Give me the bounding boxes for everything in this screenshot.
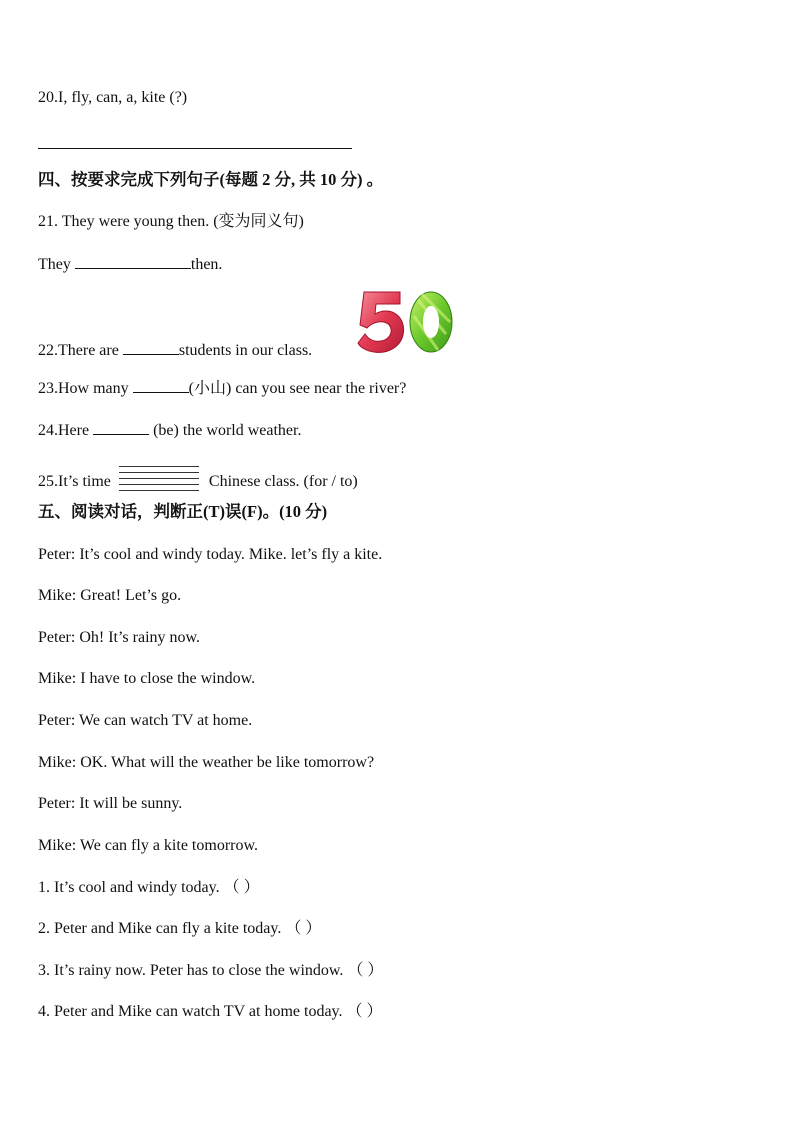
- answer-paren[interactable]: （ ）: [223, 879, 260, 896]
- digit-0: [410, 292, 452, 352]
- question-22: [38, 340, 312, 361]
- judgement-text: 1. It’s cool and windy today.: [38, 879, 220, 896]
- dialogue-line: Peter: It’s cool and windy today. Mike. let’s fly a kite.: [38, 546, 383, 563]
- section-4-header: 四、按要求完成下列句子(每题 2 分, 共 10 分) 。: [38, 170, 384, 189]
- q23-hint: (小山): [188, 380, 232, 397]
- judgement-item: [38, 961, 383, 981]
- judgement-text: 2. Peter and Mike can fly a kite today.: [38, 920, 282, 937]
- section-5-header: 五、阅读对话，判断正(T)误(F)。(10 分): [38, 502, 328, 521]
- answer-paren[interactable]: （ ）: [346, 1003, 383, 1020]
- q25-end: Chinese class. (for / to): [208, 473, 358, 490]
- dialogue-line: Mike: OK. What will the weather be like tomorrow?: [38, 754, 375, 771]
- question-21-answer: [38, 254, 222, 275]
- q25-start: 25.It’s time: [38, 473, 111, 490]
- answer-blank[interactable]: [93, 420, 149, 435]
- dialogue-line: Peter: We can watch TV at home.: [38, 712, 253, 729]
- question-25: [38, 466, 358, 492]
- dialogue-line: Mike: Great! Let’s go.: [38, 587, 182, 604]
- q24-end: (be) the world weather.: [153, 422, 302, 439]
- q22-start: 22.There are: [38, 342, 119, 359]
- question-23: [38, 378, 406, 399]
- answer-paren[interactable]: （ ）: [347, 962, 384, 979]
- dialogue-line: Mike: I have to close the window.: [38, 670, 256, 687]
- dialogue-line: Peter: It will be sunny.: [38, 795, 183, 812]
- question-24: [38, 420, 301, 441]
- digit-5: [358, 292, 404, 352]
- q21-start: They: [38, 256, 71, 273]
- q21-end: then.: [190, 256, 223, 273]
- answer-blank[interactable]: [75, 254, 191, 269]
- judgement-text: 4. Peter and Mike can watch TV at home today.: [38, 1003, 343, 1020]
- answer-blank-stack[interactable]: [119, 466, 199, 492]
- q23-start: 23.How many: [38, 380, 129, 397]
- q22-end: students in our class.: [178, 342, 313, 359]
- answer-paren[interactable]: （ ）: [285, 920, 322, 937]
- question-21-prompt: 21. They were young then. (变为同义句): [38, 213, 304, 230]
- answer-blank[interactable]: [133, 378, 189, 393]
- answer-line: [38, 148, 352, 149]
- q24-start: 24.Here: [38, 422, 90, 439]
- dialogue-line: Mike: We can fly a kite tomorrow.: [38, 837, 258, 854]
- judgement-text: 3. It’s rainy now. Peter has to close the window.: [38, 962, 344, 979]
- number-50-image: [356, 288, 456, 358]
- answer-blank[interactable]: [123, 340, 179, 355]
- judgement-item: [38, 878, 260, 898]
- question-20: 20.I, fly, can, a, kite (?): [38, 89, 188, 106]
- q23-end: can you see near the river?: [235, 380, 407, 397]
- dialogue-line: Peter: Oh! It’s rainy now.: [38, 629, 201, 646]
- judgement-item: [38, 919, 321, 939]
- judgement-item: [38, 1002, 383, 1022]
